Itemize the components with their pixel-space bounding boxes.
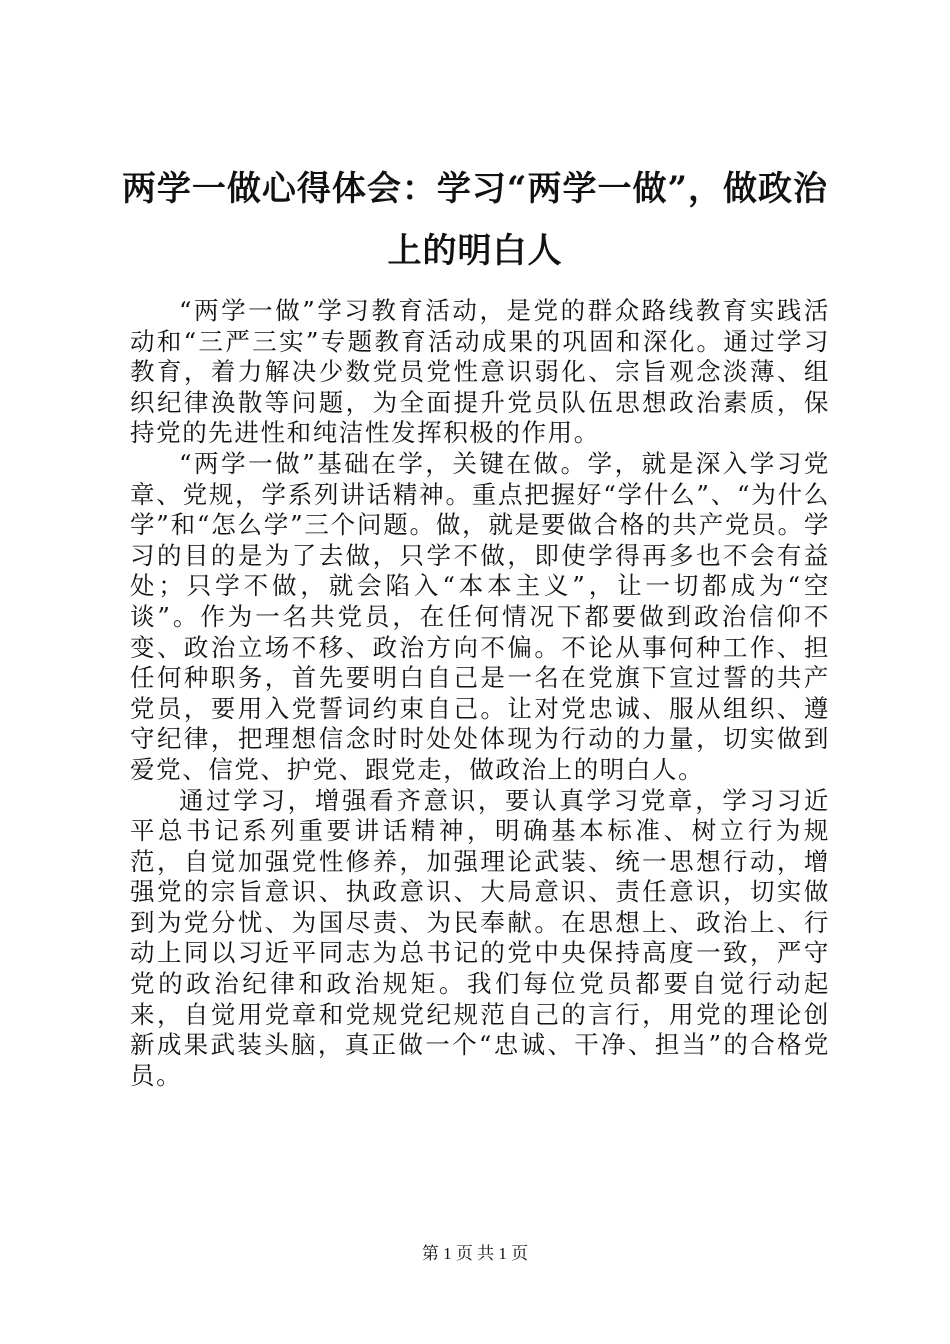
document-title: 两学一做心得体会：学习“两学一做”，做政治上的明白人 [121,169,829,271]
page-footer: 第 1 页 共 1 页 [421,1244,529,1263]
paragraph-2: “两学一做”基础在学，关键在做。学，就是深入学习党章、党规，学系列讲话精神。重点把握好“学什么”、“为什么学”和“怎么学”三个问题。做，就是要做合格的共产党员。学习的目的是为了去做，只学不做，即使学得再多也不会有益处；只学不做，就会陷入“本本主义”，让一切都成为“空谈”。作为一名共党员，在任何情况下都要做到政治信仰不变、政治立场不移、政治方向不偏。不论从事何种工作、担任何种职务，首先要明白自己是一名在党旗下宣过誓的共产党员，要用入党誓词约束自己。让对党忠诚、服从组织、遵守纪律，把理想信念时时处处体现为行动的力量，切实做到爱党、信党、护党、跟党走，做政治上的明白人。 [130,448,830,784]
document-body [130,296,830,1091]
paragraph-1: “两学一做”学习教育活动，是党的群众路线教育实践活动和“三严三实”专题教育活动成果的巩固和深化。通过学习教育，着力解决少数党员党性意识弱化、宗旨观念淡薄、组织纪律涣散等问题，为全面提升党员队伍思想政治素质，保持党的先进性和纯洁性发挥积极的作用。 [130,296,830,448]
paragraph-3: 通过学习，增强看齐意识，要认真学习党章，学习习近平总书记系列重要讲话精神，明确基本标准、树立行为规范，自觉加强党性修养，加强理论武装、统一思想行动，增强党的宗旨意识、执政意识、大局意识、责任意识，切实做到为党分忧、为国尽责、为民奉献。在思想上、政治上、行动上同以习近平同志为总书记的党中央保持高度一致，严守党的政治纪律和政治规矩。我们每位党员都要自觉行动起来，自觉用党章和党规党纪规范自己的言行，用党的理论创新成果武装头脑，真正做一个“忠诚、干净、担当”的合格党员。 [130,785,830,1090]
